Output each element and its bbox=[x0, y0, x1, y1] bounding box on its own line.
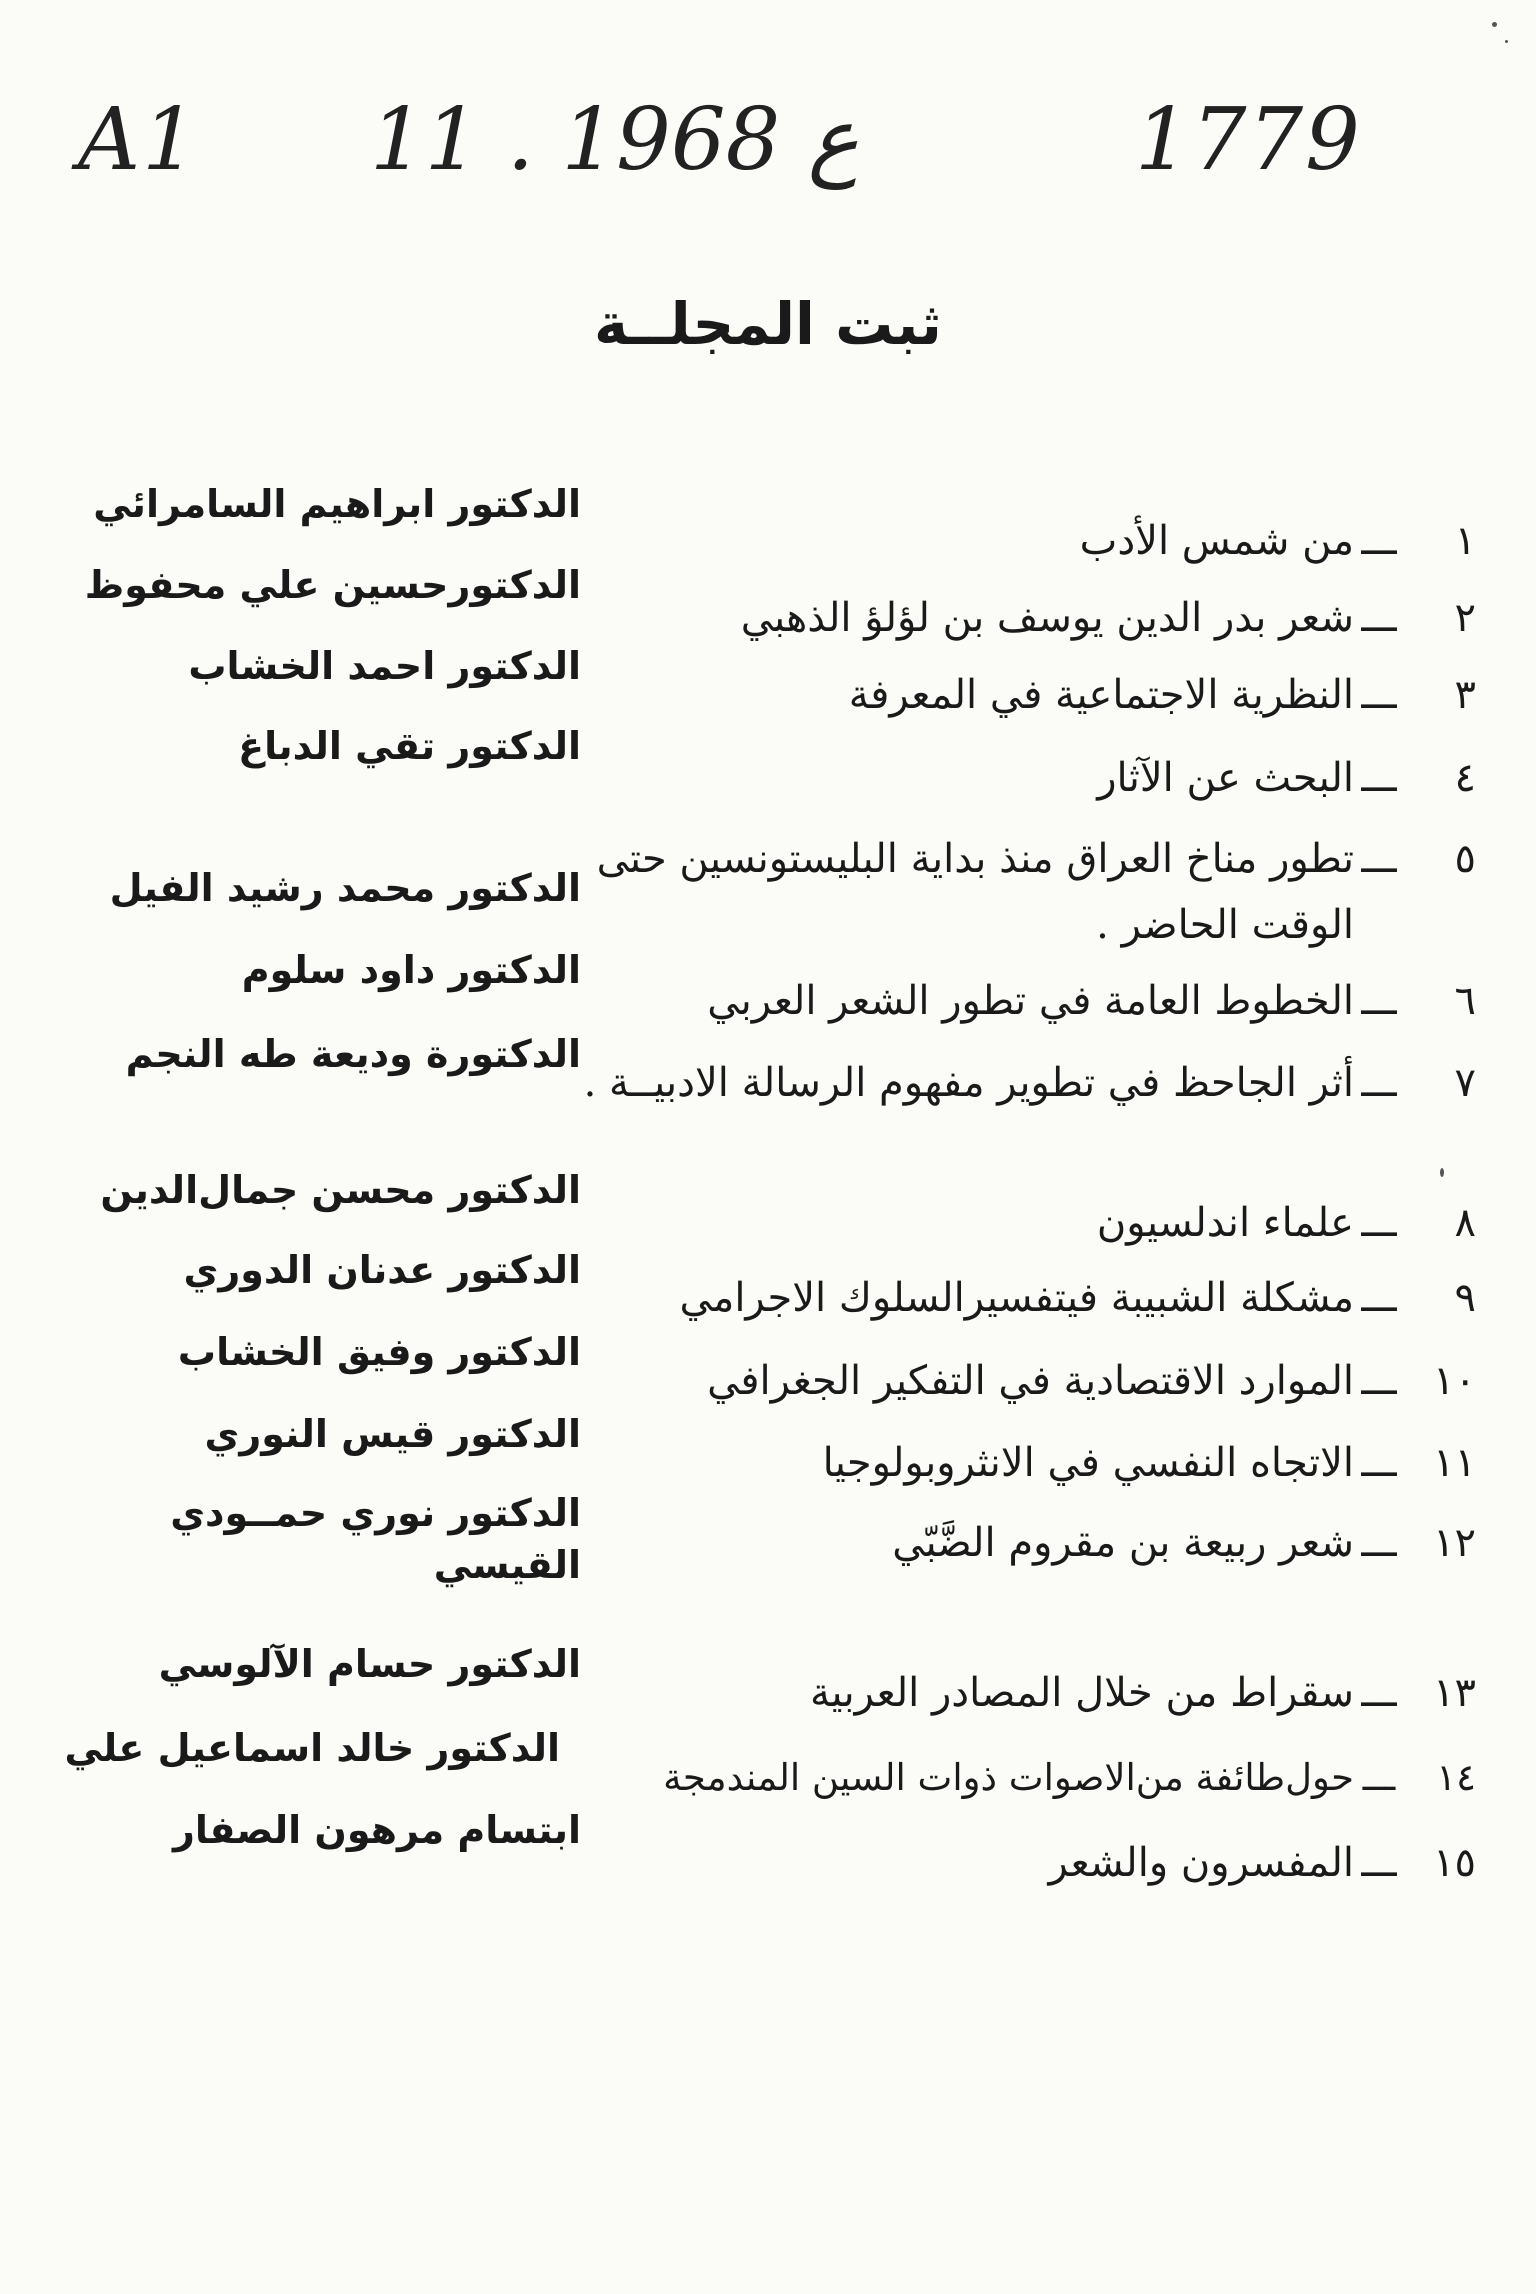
entry-author-10: الدكتور وفيق الخشاب bbox=[177, 1330, 581, 1374]
entry-dash: ـــ bbox=[1361, 1358, 1397, 1404]
toc-entry-11 bbox=[516, 1430, 1476, 1496]
entry-number: ١٠ bbox=[1433, 1358, 1476, 1404]
toc-entry-12 bbox=[516, 1510, 1476, 1576]
entry-number: ١٣ bbox=[1433, 1670, 1476, 1716]
page-title: ثبت المجلــة bbox=[594, 290, 942, 358]
entry-number: ٩ bbox=[1454, 1275, 1476, 1321]
toc-entry-13 bbox=[516, 1660, 1476, 1726]
entry-dash: ـــ bbox=[1361, 1200, 1397, 1246]
toc-entry-5 bbox=[516, 826, 1476, 958]
entry-title: حول‌طائفة من‌الاصوات ذوات السين المندمجة bbox=[663, 1756, 1354, 1799]
toc-entry-4 bbox=[516, 745, 1476, 811]
entry-author-2: الدكتورحسين علي محفوظ bbox=[84, 563, 581, 607]
entry-author-5: الدكتور محمد رشيد الفيل bbox=[109, 866, 581, 910]
entry-title: البحث عن الآثار bbox=[1097, 755, 1354, 801]
entry-dash: ـــ bbox=[1361, 1520, 1397, 1566]
entry-author-7: الدكتورة وديعة طه النجم bbox=[125, 1032, 581, 1076]
entry-dash: ـــ bbox=[1361, 755, 1397, 801]
handwritten-reference: A1 bbox=[78, 90, 199, 190]
entry-dash: ـــ bbox=[1361, 518, 1397, 564]
entry-number: ١٤ bbox=[1436, 1756, 1476, 1799]
entry-number: ١٥ bbox=[1433, 1840, 1476, 1886]
entry-author-14: الدكتور خالد اسماعيل علي bbox=[64, 1726, 560, 1770]
entry-dash: ـــ bbox=[1361, 1275, 1397, 1321]
entry-author-4: الدكتور تقي الدباغ bbox=[238, 724, 581, 768]
toc-entry-2 bbox=[516, 585, 1476, 651]
entry-title: شعر ربيعة بن مقروم الضَّبّي bbox=[892, 1520, 1354, 1566]
handwritten-date: 11 . ع 1968 bbox=[370, 90, 859, 190]
entry-title: المفسرون والشعر bbox=[1048, 1840, 1354, 1886]
entry-number: ٤ bbox=[1454, 755, 1476, 801]
entry-number: ١ bbox=[1454, 518, 1476, 564]
entry-author-8: الدكتور محسن جمال‌الدين bbox=[100, 1168, 581, 1212]
entry-author-15: ابتسام مرهون الصفار bbox=[172, 1808, 581, 1852]
entry-dash: ـــ bbox=[1361, 978, 1397, 1024]
entry-title: الخطوط العامة في تطور الشعر العربي bbox=[707, 978, 1354, 1024]
toc-entry-10 bbox=[516, 1348, 1476, 1414]
entry-number: ٣ bbox=[1454, 672, 1476, 718]
entry-title: شعر بدر الدين يوسف بن لؤلؤ الذهبي bbox=[740, 595, 1354, 641]
entry-title: الموارد الاقتصادية في التفكير الجغرافي bbox=[707, 1358, 1354, 1404]
toc-entry-8 bbox=[516, 1190, 1476, 1256]
entry-number: ٥ bbox=[1454, 836, 1476, 882]
entry-title: تطور مناخ العراق منذ بداية البليستونسين حتى الوقت الحاضر . bbox=[596, 836, 1354, 948]
entry-number: ٢ bbox=[1454, 595, 1476, 641]
entry-author-6: الدكتور داود سلوم bbox=[241, 948, 581, 992]
toc-entry-14 bbox=[516, 1745, 1476, 1811]
entry-author-12: الدكتور نوري حمــودي القيسي bbox=[170, 1491, 581, 1587]
entry-dash: ـــ bbox=[1361, 1060, 1397, 1106]
scan-speck bbox=[1440, 1168, 1444, 1177]
entry-dash: ـــ bbox=[1361, 1840, 1397, 1886]
entry-dash: ـــ bbox=[1361, 595, 1397, 641]
entry-dash: ـــ bbox=[1361, 1440, 1397, 1486]
toc-entry-15 bbox=[516, 1830, 1476, 1896]
entry-title: أثر الجاحظ في تطوير مفهوم الرسالة الادبيــة . bbox=[583, 1060, 1354, 1106]
entry-title: علماء اندلسيون bbox=[1096, 1200, 1354, 1246]
entry-author-13: الدكتور حسام الآلوسي bbox=[158, 1642, 581, 1686]
toc-entry-6 bbox=[516, 968, 1476, 1034]
entry-dash: ـــ bbox=[1361, 672, 1397, 718]
entry-number: ١٢ bbox=[1433, 1520, 1476, 1566]
entry-dash: ـــ bbox=[1362, 1756, 1396, 1799]
entry-author-11: الدكتور قيس النوري bbox=[204, 1412, 581, 1456]
entry-author-9: الدكتور عدنان الدوري bbox=[183, 1248, 581, 1292]
entry-title: من شمس الأدب bbox=[1079, 518, 1354, 564]
entry-title: سقراط من خلال المصادر العربية bbox=[809, 1670, 1354, 1716]
entry-title: النظرية الاجتماعية في المعرفة bbox=[848, 672, 1354, 718]
toc-entry-7 bbox=[516, 1050, 1476, 1116]
entry-dash: ـــ bbox=[1361, 836, 1397, 882]
scan-speck bbox=[1492, 22, 1497, 27]
handwritten-number: 1779 bbox=[1135, 90, 1362, 190]
entry-number: ٨ bbox=[1454, 1200, 1476, 1246]
entry-number: ٦ bbox=[1454, 978, 1476, 1024]
entry-dash: ـــ bbox=[1361, 1670, 1397, 1716]
entry-title: مشكلة الشبيبة فيتفسيرالسلوك الاجرامي bbox=[679, 1275, 1354, 1321]
entry-author-3: الدكتور احمد الخشاب bbox=[188, 644, 581, 688]
entry-author-1: الدكتور ابراهيم السامرائي bbox=[93, 482, 581, 526]
toc-entry-1 bbox=[516, 508, 1476, 574]
entry-number: ٧ bbox=[1454, 1060, 1476, 1106]
scan-speck bbox=[1505, 40, 1508, 43]
toc-entry-9 bbox=[516, 1265, 1476, 1331]
entry-title: الاتجاه النفسي في الانثروبولوجيا bbox=[822, 1440, 1354, 1486]
entry-number: ١١ bbox=[1433, 1440, 1476, 1486]
toc-entry-3 bbox=[516, 662, 1476, 728]
